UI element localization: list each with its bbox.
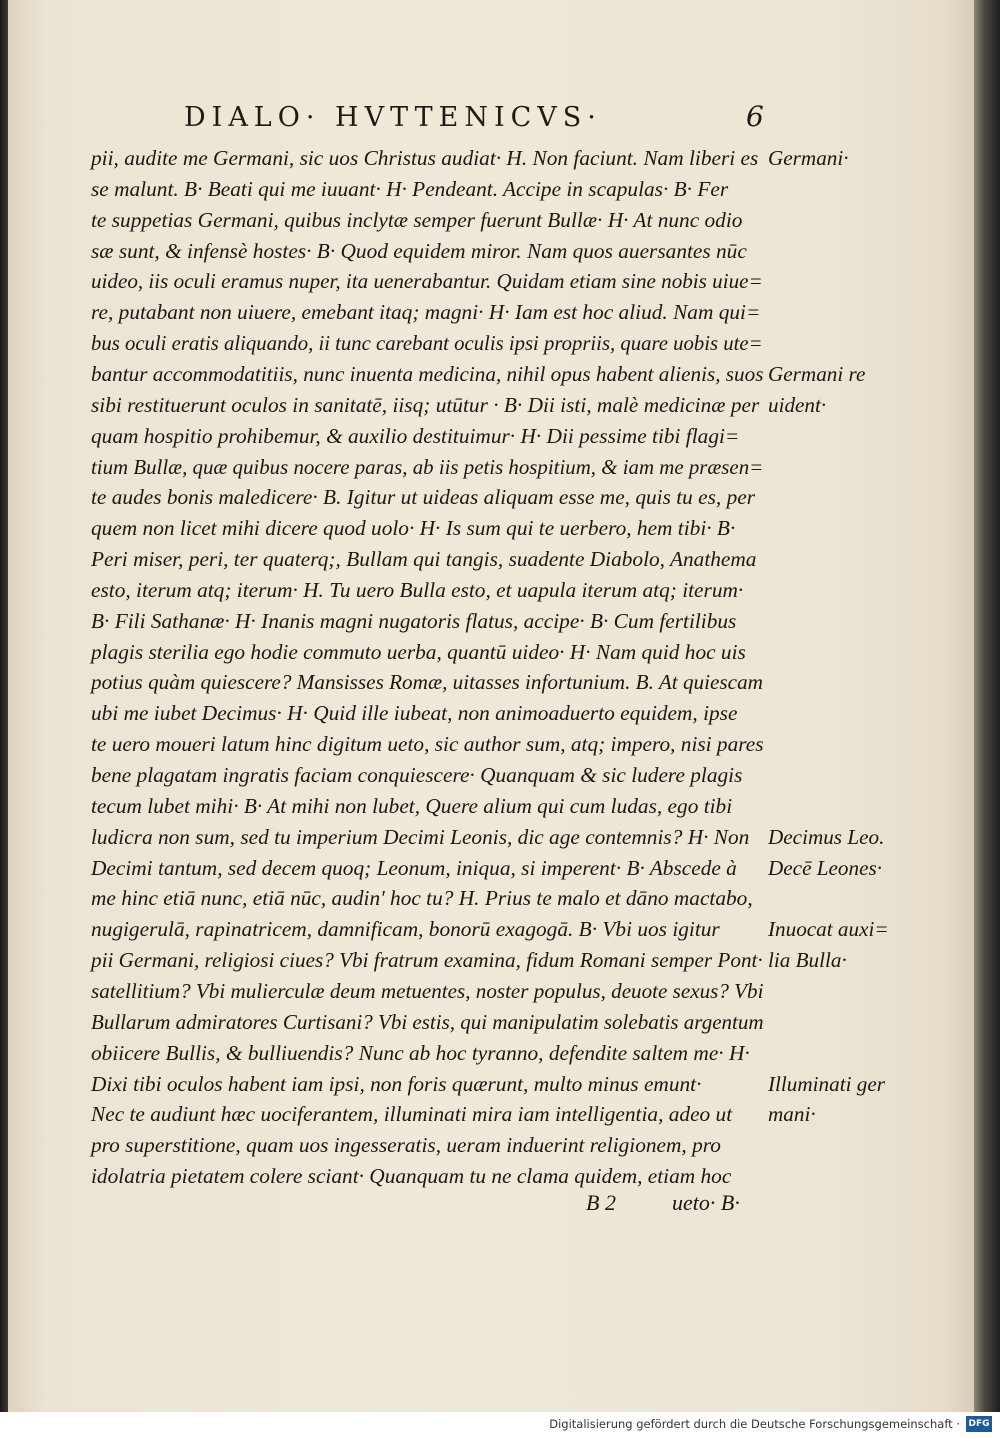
- text-line: tecum lubet mihi· B· At mihi non lubet, Quere alium qui cum ludas, ego tibi: [91, 793, 733, 818]
- text-line: Nec te audiunt hæc uociferantem, illuminati mira iam intelligentia, adeo ut: [91, 1102, 733, 1127]
- text-line: tium Bullæ, quæ quibus nocere paras, ab iis petis hospitium, & iam me præsen=: [91, 454, 764, 479]
- text-line: ludicra non sum, sed tu imperium Decimi Leonis, dic age contemnis? H· Non: [91, 824, 750, 849]
- text-line: potius quàm quiescere? Mansisses Romæ, uitasses infortunium. B. At quiescam: [91, 670, 763, 695]
- text-line: uideo, iis oculi eramus nuper, ita uenerabantur. Quidam etiam sine nobis uiue=: [91, 269, 763, 294]
- text-line: Dixi tibi oculos habent iam ipsi, non foris quærunt, multo minus emunt·: [91, 1071, 702, 1096]
- funding-credit: Digitalisierung gefördert durch die Deutsche Forschungsgemeinschaft ·: [549, 1417, 960, 1431]
- text-line: sæ sunt, & infensè hostes· B· Quod equidem miror. Nam quos auersantes nūc: [91, 238, 747, 263]
- margin-note: Inuocat auxi=: [768, 917, 889, 942]
- margin-note: Illuminati ger: [768, 1071, 885, 1096]
- signature-mark: B 2: [586, 1190, 616, 1215]
- text-line: obiicere Bullis, & bulliuendis? Nunc ab hoc tyranno, defendite saltem me· H·: [91, 1040, 750, 1065]
- page-edge: [974, 0, 1000, 1412]
- text-line: satellitium? Vbi mulierculæ deum metuentes, noster populus, deuote sexus? Vbi: [91, 978, 764, 1003]
- text-line: nugigerulā, rapinatricem, damnificam, bonorū exagogā. B· Vbi uos igitur: [91, 917, 720, 942]
- margin-note: uident·: [768, 392, 827, 417]
- text-line: Bullarum admiratores Curtisani? Vbi estis, qui manipulatim solebatis argentum: [91, 1009, 764, 1034]
- margin-note: Germani·: [768, 146, 849, 170]
- text-line: bantur accommodatitiis, nunc inuenta medicina, nihil opus habent alienis, suos: [91, 361, 764, 386]
- catchword: ueto· B·: [672, 1190, 740, 1215]
- text-line: B· Fili Sathanæ· H· Inanis magni nugatoris flatus, accipe· B· Cum fertilibus: [91, 608, 737, 633]
- text-line: se malunt. B· Beati qui me iuuant· H· Pendeant. Accipe in scapulas· B· Fer: [91, 176, 729, 201]
- text-line: quam hospitio prohibemur, & auxilio destituimur· H· Dii pessime tibi flagi=: [91, 423, 740, 448]
- binding-shadow: [0, 0, 8, 1412]
- text-line: pii, audite me Germani, sic uos Christus audiat· H. Non faciunt. Nam liberi es: [91, 146, 759, 170]
- text-line: idolatria pietatem colere sciant· Quanquam tu ne clama quidem, etiam hoc: [91, 1164, 732, 1189]
- margin-note: Germani re: [768, 361, 866, 386]
- folio-number: 6: [746, 100, 764, 133]
- text-line: plagis sterilia ego hodie commuto uerba, quantū uideo· H· Nam quid hoc uis: [91, 639, 746, 664]
- margin-note: mani·: [768, 1102, 816, 1127]
- dfg-logo: DFG: [966, 1416, 992, 1432]
- text-line: bene plagatam ingratis faciam conquiescere· Quanquam & sic ludere plagis: [91, 763, 743, 787]
- text-line: esto, iterum atq; iterum· H. Tu uero Bulla esto, et uapula iterum atq; iterum·: [91, 577, 744, 602]
- text-line: te uero moueri latum hinc digitum ueto, sic author sum, atq; impero, nisi pares: [91, 732, 764, 757]
- text-line: me hinc etiā nunc, etiā nūc, audin' hoc tu? H. Prius te malo et dāno mactabo,: [91, 886, 753, 911]
- text-line: ubi me iubet Decimus· H· Quid ille iubeat, non animoaduerto equidem, ipse: [91, 701, 738, 726]
- paper-leaf: [8, 0, 974, 1412]
- text-line: Decimi tantum, sed decem quoq; Leonum, iniqua, si imperent· B· Abscede à: [91, 855, 737, 880]
- text-line: quem non licet mihi dicere quod uolo· H· Is sum qui te uerbero, hem tibi· B·: [91, 516, 736, 541]
- margin-note: lia Bulla·: [768, 948, 847, 973]
- text-line: pro superstitione, quam uos ingesseratis, ueram induerint religionem, pro: [91, 1133, 721, 1158]
- text-line: te audes bonis maledicere· B. Igitur ut uideas aliquam esse me, quis tu es, per: [91, 485, 756, 510]
- margin-note: Decimus Leo.: [768, 824, 885, 849]
- text-line: te suppetias Germani, quibus inclytæ semper fuerunt Bullæ· H· At nunc odio: [91, 207, 743, 232]
- footer-bar: [0, 1412, 1000, 1438]
- text-line: re, putabant non uiuere, emebant itaq; magni· H· Iam est hoc aliud. Nam qui=: [91, 300, 761, 325]
- text-line: pii Germani, religiosi ciues? Vbi fratrum examina, fidum Romani semper Pont·: [91, 948, 763, 973]
- running-head: DIALO· HVTTENICVS·: [184, 102, 602, 133]
- text-line: Peri miser, peri, ter quaterq;, Bullam qui tangis, suadente Diabolo, Anathema: [91, 547, 757, 572]
- text-line: bus oculi eratis aliquando, ii tunc carebant oculis ipsi propriis, quare uobis ute=: [91, 331, 763, 356]
- text-line: sibi restituerunt oculos in sanitatē, iisq; utūtur · B· Dii isti, malè medicinæ per: [91, 392, 760, 417]
- margin-note: Decē Leones·: [768, 855, 883, 880]
